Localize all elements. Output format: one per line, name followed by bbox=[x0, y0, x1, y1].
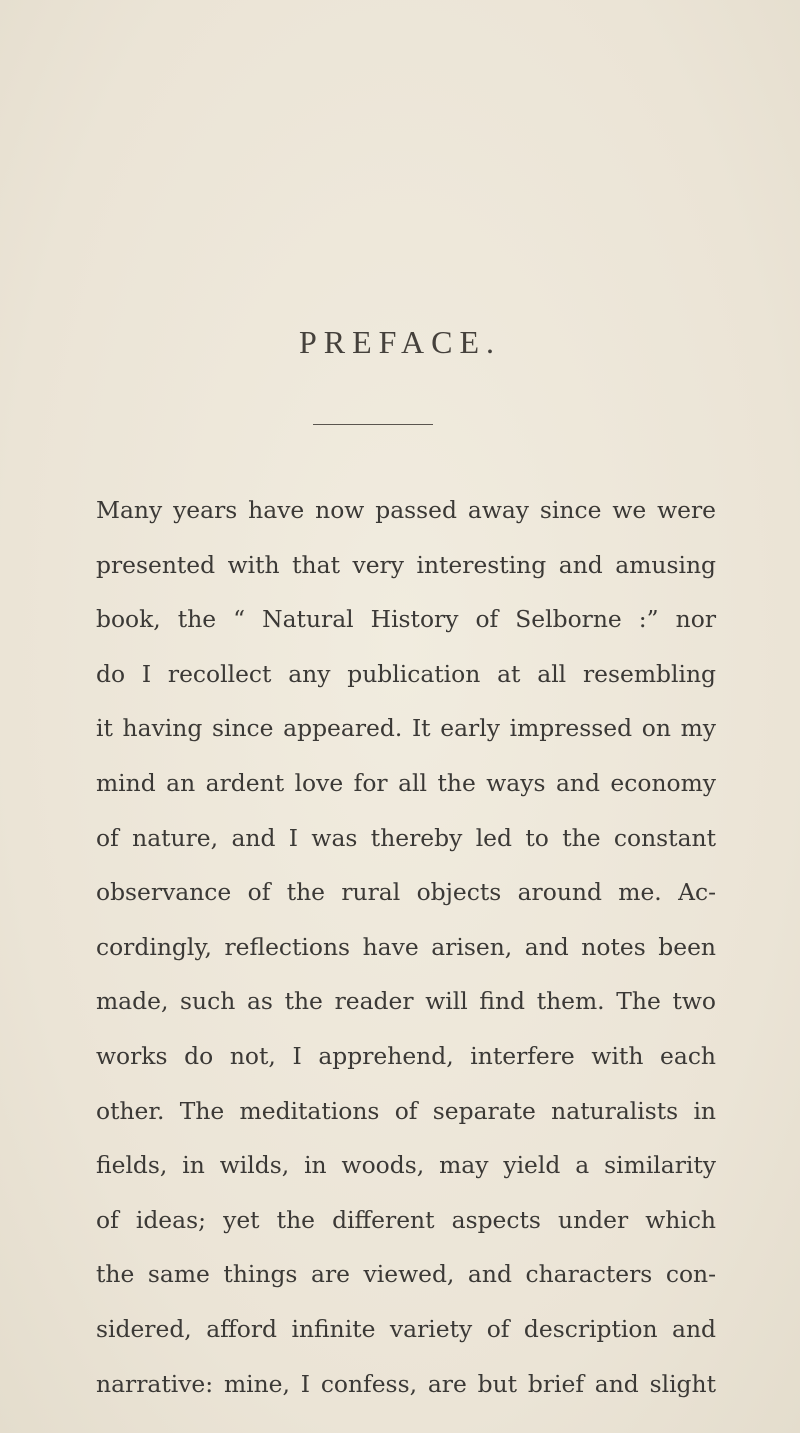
page-title: PREFACE. bbox=[298, 324, 502, 360]
text-line-9: cordingly, reflections have arisen, and notes been bbox=[96, 932, 716, 961]
text-line-12: other. The meditations of separate naturalists in bbox=[96, 1096, 716, 1125]
text-line-4: do I recollect any publication at all resembling bbox=[96, 659, 716, 688]
text-line-7: of nature, and I was thereby led to the constant bbox=[96, 823, 716, 852]
text-line-2: presented with that very interesting and amusing bbox=[96, 550, 716, 579]
text-line-13: fields, in wilds, in woods, may yield a similarity bbox=[96, 1151, 716, 1180]
text-line-11: works do not, I apprehend, interfere with each bbox=[96, 1041, 716, 1070]
text-line-10: made, such as the reader will find them. The two bbox=[96, 987, 716, 1016]
text-line-5: it having since appeared. It early impressed on my bbox=[96, 714, 716, 743]
text-line-16: sidered, afford infinite variety of description and bbox=[96, 1314, 716, 1343]
text-line-3: book, the “ Natural History of Selborne :” nor bbox=[96, 605, 716, 634]
text-line-8: observance of the rural objects around me. Ac- bbox=[96, 878, 716, 907]
title-divider bbox=[313, 424, 433, 425]
text-line-17: narrative: mine, I confess, are but brief and slight bbox=[96, 1369, 716, 1398]
text-line-6: mind an ardent love for all the ways and economy bbox=[96, 768, 716, 797]
preface-body bbox=[96, 490, 716, 1418]
text-line-15: the same things are viewed, and characters con- bbox=[96, 1260, 716, 1289]
text-line-1: Many years have now passed away since we were bbox=[96, 496, 716, 524]
text-line-14: of ideas; yet the different aspects under which bbox=[96, 1205, 716, 1234]
